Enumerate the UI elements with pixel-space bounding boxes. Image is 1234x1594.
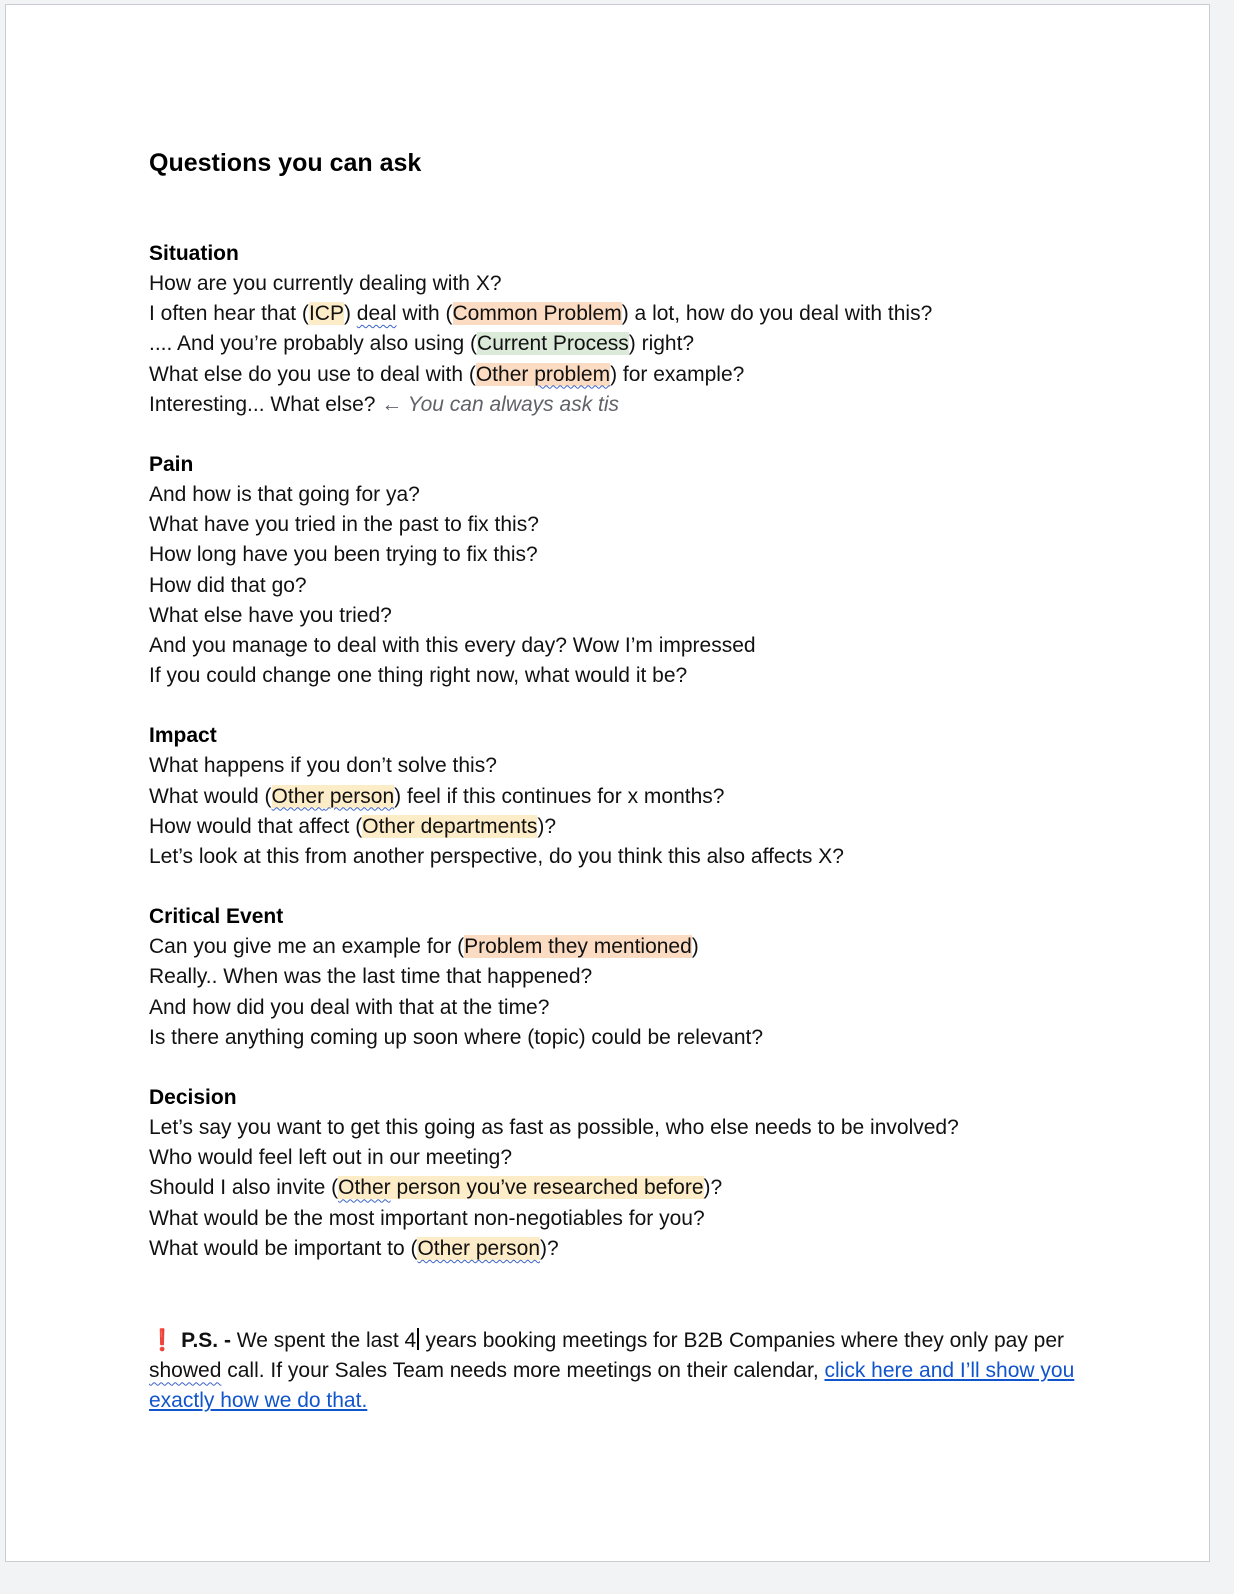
decision-line-3: Should I also invite (Other person you’ve researched before)?: [149, 1176, 723, 1200]
text-cursor: [417, 1328, 419, 1350]
page-title: Questions you can ask: [149, 149, 422, 177]
impact-line-4: Let’s look at this from another perspective, do you think this also affects X?: [149, 845, 844, 869]
section-pain: [149, 450, 1089, 691]
spellcheck-other[interactable]: Other: [338, 1176, 391, 1200]
section-critical-event: [149, 902, 1089, 1053]
booking-link[interactable]: click here and I’ll show you exactly how we do that.: [149, 1359, 1075, 1413]
critical-line-4: Is there anything coming up soon where (topic) could be relevant?: [149, 1025, 764, 1049]
exclamation-icon: ❗: [149, 1329, 176, 1353]
decision-line-5: What would be important to (Other person)?: [149, 1236, 559, 1260]
decision-line-4: What would be the most important non-negotiables for you?: [149, 1206, 705, 1230]
highlight-icp: ICP: [308, 302, 344, 326]
section-decision: [149, 1083, 1089, 1264]
spellcheck-other-person-2[interactable]: Other person: [417, 1236, 541, 1260]
highlight-problem-mentioned: Problem they mentioned: [464, 935, 692, 959]
section-heading-pain: Pain: [149, 453, 194, 477]
pain-line: How did that go?: [149, 573, 307, 597]
pain-line: And how is that going for ya?: [149, 483, 420, 507]
decision-line-1: Let’s say you want to get this going as fast as possible, who else needs to be involved?: [149, 1116, 959, 1140]
spellcheck-deal[interactable]: deal: [356, 302, 397, 326]
comment-note: ← You can always ask tis: [381, 392, 620, 416]
situation-line-3: .... And you’re probably also using (Current Process) right?: [149, 332, 695, 356]
impact-line-2: What would (Other person) feel if this continues for x months?: [149, 784, 725, 808]
decision-line-2: Who would feel left out in our meeting?: [149, 1146, 513, 1170]
highlight-other-person-researched: Other person you’ve researched before: [338, 1176, 704, 1200]
section-heading-decision: Decision: [149, 1086, 237, 1110]
spellcheck-showed[interactable]: showed: [149, 1359, 222, 1383]
situation-line-4: What else do you use to deal with (Other problem) for example?: [149, 362, 745, 386]
pain-line: And you manage to deal with this every day? Wow I’m impressed: [149, 634, 756, 658]
critical-line-2: Really.. When was the last time that happened?: [149, 965, 593, 989]
impact-line-1: What happens if you don’t solve this?: [149, 754, 497, 778]
highlight-other-departments: Other departments: [362, 814, 538, 838]
section-heading-critical-event: Critical Event: [149, 905, 284, 929]
highlight-other-person-2: [417, 1237, 540, 1260]
situation-line-5: Interesting... What else? ← You can always ask tis: [149, 392, 620, 416]
highlight-common-problem: Common Problem: [452, 302, 622, 326]
document-page: [5, 4, 1210, 1562]
document-body[interactable]: [149, 145, 1089, 1417]
pain-line: What else have you tried?: [149, 603, 392, 627]
section-impact: [149, 721, 1089, 872]
highlight-other-problem: Other problem: [475, 362, 611, 386]
situation-line-2: I often hear that (ICP) deal with (Common Problem) a lot, how do you deal with this?: [149, 302, 933, 326]
section-heading-situation: Situation: [149, 242, 239, 265]
ps-label: P.S. -: [181, 1329, 231, 1353]
pain-line: How long have you been trying to fix this?: [149, 543, 538, 567]
situation-line-1: How are you currently dealing with X?: [149, 272, 502, 295]
ps-paragraph: ❗ P.S. - We spent the last 4 years booking meetings for B2B Companies where they only pay per showed call. If your Sales Team needs more meetings on their calendar, click here and I’ll show you exactly how we do that.: [149, 1329, 1075, 1413]
section-situation: [149, 239, 1089, 420]
spellcheck-other-person[interactable]: Other person: [271, 784, 395, 808]
critical-line-3: And how did you deal with that at the time?: [149, 995, 550, 1019]
impact-line-3: How would that affect (Other departments)?: [149, 814, 557, 838]
highlight-other-person: [272, 785, 395, 808]
section-heading-impact: Impact: [149, 724, 217, 748]
critical-line-1: Can you give me an example for (Problem they mentioned): [149, 935, 699, 959]
pain-line: If you could change one thing right now, what would it be?: [149, 664, 688, 688]
highlight-current-process: Current Process: [477, 332, 629, 356]
pain-line: What have you tried in the past to fix this?: [149, 513, 539, 537]
spellcheck-problem[interactable]: problem: [534, 362, 611, 386]
